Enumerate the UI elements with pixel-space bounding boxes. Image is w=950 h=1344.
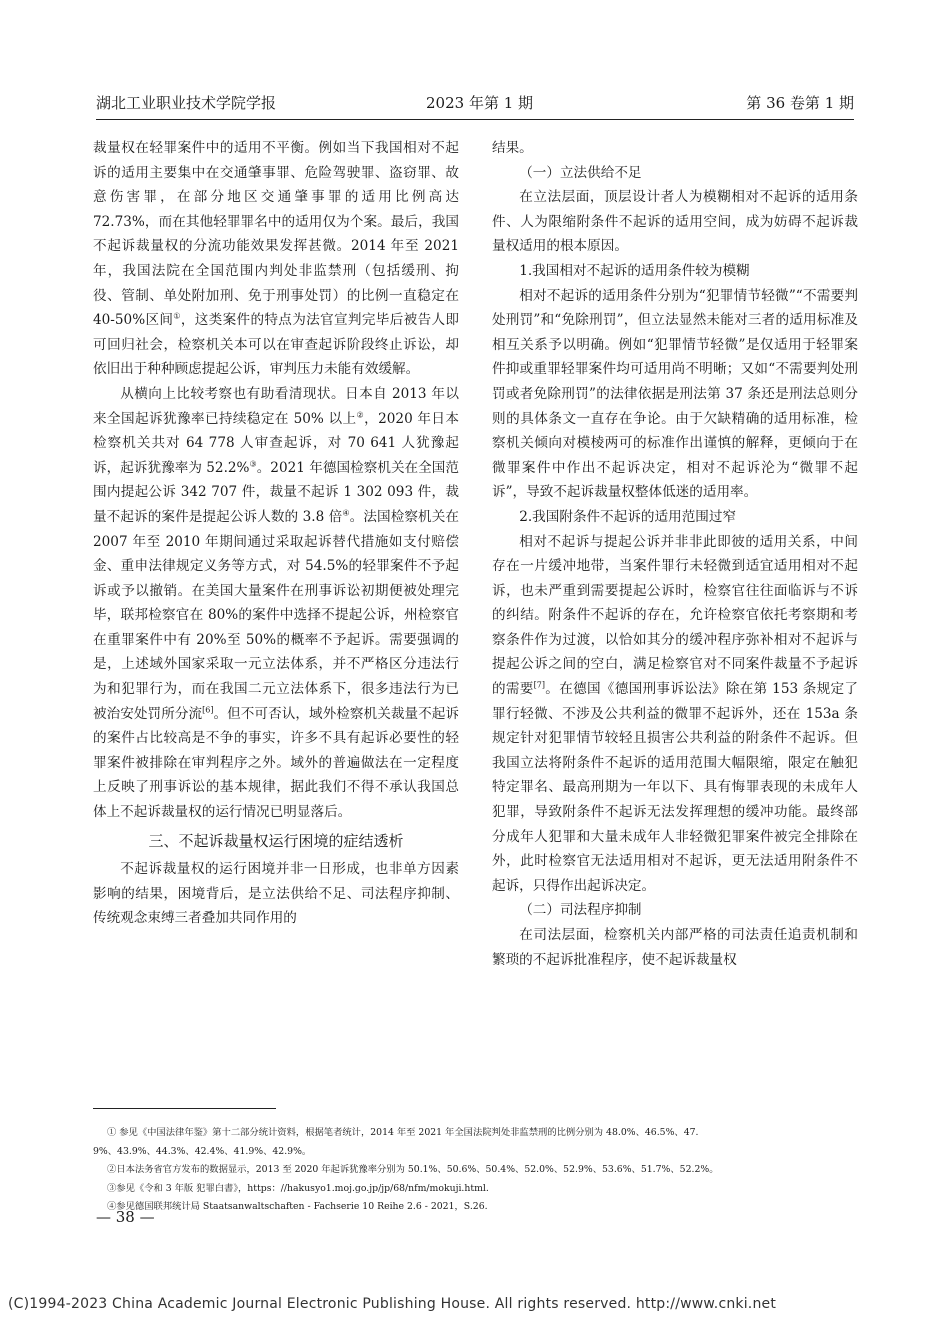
footnote-ref[interactable]: ④	[342, 508, 350, 518]
paragraph	[492, 530, 858, 899]
footnote-3: ③参见《令和 3 年版 犯罪白書》，https：//hakusyo1.moj.go.jp/jp/68/nfm/mokuji.html.	[107, 1182, 489, 1194]
footnote-2: ②日本法务省官方发布的数据显示，2013 至 2020 年起诉犹豫率分别为 50.1%、50.6%、50.4%、52.0%、52.9%、53.6%、51.7%、52.2%。	[107, 1164, 719, 1175]
running-header	[96, 92, 854, 118]
subheading: （二）司法程序抑制	[519, 902, 642, 919]
right-column	[492, 136, 858, 972]
paragraph	[93, 382, 459, 825]
paragraph	[93, 136, 459, 382]
citation-ref[interactable]: [7]	[533, 680, 546, 690]
text: 相对不起诉与提起公诉并非非此即彼的适用关系，中间存在一片缓冲地带，当案件罪行未轻微到适宜适用相对不起诉，也未严重到需要提起公诉时，检察官往往面临诉与不诉的纠结。附条件不起诉的存在，允许检察官依托考察期和考察条件作为过渡，以恰如其分的缓冲程序弥补相对不起诉与提起公诉之间的空白，满足检察官对不同案件裁量不予起诉的需要	[492, 533, 858, 698]
subheading: 2.我国附条件不起诉的适用范围过窄	[519, 508, 737, 525]
header-rule	[96, 119, 854, 120]
paragraph: 在司法层面，检察机关内部严格的司法责任追责机制和繁琐的不起诉批准程序，使不起诉裁量权	[492, 927, 858, 968]
subheading: 1.我国相对不起诉的适用条件较为模糊	[519, 262, 750, 279]
text: 。在德国《德国刑事诉讼法》除在第 153 条规定了罪行轻微、不涉及公共利益的微罪不起诉外，还在 153a 条规定针对犯罪情节较轻且损害公共利益的附条件不起诉。但我国立法将附条件不起诉的适用范围大幅限缩，限定在触犯特定罪名、最高刑期为一年以下、具有悔罪表现的未成年人犯罪，导致附条件不起诉无法发挥理想的缓冲功能。最终部分成年人犯罪和大量未成年人非轻微犯罪案件被完全排除在外，此时检察官无法适用相对不起诉，更无法适用附条件不起诉，只得作出起诉决定。	[492, 681, 858, 894]
journal-name: 湖北工业职业技术学院学报	[96, 94, 277, 112]
footnotes	[93, 1124, 855, 1217]
paragraph: 相对不起诉的适用条件分别为“犯罪情节轻微”“不需要判处刑罚”和“免除刑罚”，但立法显然未能对三者的适用标准及相互关系予以明确。例如“犯罪情节轻微”是仅适用于轻罪案件抑或重罪轻罪案件均可适用尚不明晰；又如“不需要判处刑罚或者免除刑罚”的法律依据是刑法第 37 条还是刑法总则分则的具体条文一直存在争论。由于欠缺精确的适用标准，检察机关倾向对模棱两可的标准作出谨慎的解释，更倾向于在微罪案件中作出不起诉决定，相对不起诉沦为“微罪不起诉”，导致不起诉裁量权整体低迷的适用率。	[492, 287, 858, 501]
footnote-1-continued: 9%、43.9%、44.3%、42.4%、41.9%、42.9%。	[93, 1145, 312, 1157]
text: ，2020 年日本检察机关共对 64 778 人审查起诉，对 70 641 人犹豫起诉，起诉犹豫率为 52.2%	[93, 410, 460, 476]
text: 从横向上比较考察也有助看清现状。日本自 2013 年以来全国起诉犹豫率已持续稳定在 50% 以上	[93, 385, 459, 427]
footnote-1: ① 参见《中国法律年鉴》第十二部分统计资料，根据笔者统计，2014 年至 2021 年全国法院判处非监禁刑的比例分别为 48.0%、46.5%、47.	[107, 1127, 699, 1138]
issue-label: 2023 年第 1 期	[426, 94, 534, 112]
paragraph: 结果。	[492, 140, 533, 156]
citation-ref[interactable]: [6]	[202, 705, 214, 715]
copyright-notice: (C)1994-2023 China Academic Journal Electronic Publishing House. All rights reserved. http://www.cnki.net	[8, 1296, 777, 1312]
footnote-4: ④参见德国联邦统计局 Staatsanwaltschaften - Fachserie 10 Reihe 2.6 - 2021，S.26.	[107, 1201, 488, 1212]
footnote-ref[interactable]: ③	[249, 459, 257, 469]
volume-label: 第 36 卷第 1 期	[746, 94, 854, 112]
section-heading: 三、不起诉裁量权运行困境的症结透析	[148, 831, 404, 850]
footnote-ref[interactable]: ②	[356, 410, 365, 419]
left-column	[93, 136, 459, 931]
paragraph: 在立法层面，顶层设计者人为模糊相对不起诉的适用条件、人为限缩附条件不起诉的适用空间，成为妨碍不起诉裁量权适用的根本原因。	[492, 189, 858, 255]
text: 裁量权在轻罪案件中的适用不平衡。例如当下我国相对不起诉的适用主要集中在交通肇事罪、危险驾驶罪、盗窃罪、故意伤害罪，在部分地区交通肇事罪的适用比例高达 72.73%，而在其他轻罪罪名中的适用仅为个案。最后，我国不起诉裁量权的分流功能效果发挥甚微。2014 年至 2021 年，我国法院在全国范围内判处非监禁刑（包括缓刑、拘役、管制、单处附加刑、免于刑事处罚）的比例一直稳定在 40-50%区间	[93, 140, 459, 329]
text: 。但不可否认，域外检察机关裁量不起诉的案件占比较高是不争的事实，许多不具有起诉必要性的轻罪案件被排除在审判程序之外。域外的普遍做法在一定程度上反映了刑事诉讼的基本规律，据此我们不得不承认我国总体上不起诉裁量权的运行情况已明显落后。	[93, 705, 459, 821]
footnote-ref[interactable]: ①	[173, 311, 181, 321]
subheading: （一）立法供给不足	[519, 164, 642, 181]
text: 。2021 年德国检察机关在全国范围内提起公诉 342 707 件，裁量不起诉 1 302 093 件，裁量不起诉的案件是提起公诉人数的 3.8 倍	[93, 459, 459, 525]
paragraph: 不起诉裁量权的运行困境并非一日形成，也非单方因素影响的结果，困境背后，是立法供给不足、司法程序抑制、传统观念束缚三者叠加共同作用的	[93, 861, 459, 927]
text: ，这类案件的特点为法官宣判完毕后被告人即可回归社会，检察机关本可以在审查起诉阶段终止诉讼，却依旧出于种种顾虑提起公诉，审判压力未能有效缓解。	[93, 312, 460, 378]
text: 。法国检察机关在 2007 年至 2010 年期间通过采取起诉替代措施如支付赔偿金、重申法律规定义务等方式，对 54.5%的轻罪案件不予起诉或予以撤销。在美国大量案件在刑事诉讼初期便被处理完毕，联邦检察官在 80%的案件中选择不提起公诉，州检察官在重罪案件中有 20%至 50%的概率不予起诉。需要强调的是，上述域外国家采取一元立法体系，并不严格区分违法行为和犯罪行为，而在我国二元立法体系下，很多违法行为已被治安处罚所分流	[93, 508, 460, 722]
page-number: — 38 —	[96, 1208, 155, 1226]
footnote-rule	[93, 1108, 276, 1109]
